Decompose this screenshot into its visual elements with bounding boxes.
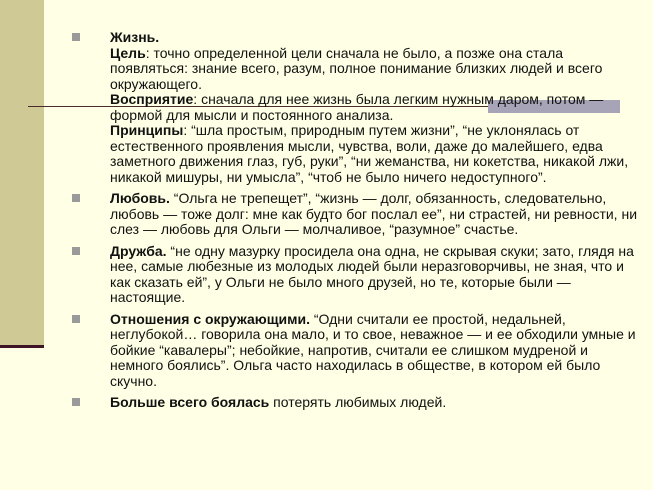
square-bullet-icon (72, 194, 80, 202)
bold-label: Отношения с окружающими. (110, 310, 310, 327)
bold-label: Цель (110, 44, 146, 61)
list-item (72, 30, 640, 185)
body-text: : “шла простым, природным путем жизни”, “не уклонялась от естественного проявления мысли, чувства, воли, даже до малейшего, едва заметного движения глаз, губ, руки”, “ни жеманства, ни кокетства, никакой лжи, никакой мишуры, ни умысла”, “чтоб не было ничего недоступного”. (110, 122, 629, 185)
square-bullet-icon (72, 247, 80, 255)
list-item-text (110, 244, 640, 306)
list-item (72, 395, 640, 411)
square-bullet-icon (72, 33, 80, 41)
body-text: “не одну мазурку просидела она одна, не скрывая скуки; зато, глядя на нее, самые любезные из молодых людей были неразговорчивы, не зная, что и как сказать ей”, у Ольги не было много друзей, но те, которые были — настоящие. (110, 242, 634, 305)
bold-label: Принципы (110, 122, 184, 138)
square-bullet-icon (72, 315, 80, 323)
slide-content (72, 30, 640, 417)
list-item (72, 312, 640, 390)
list-item-text (110, 395, 640, 411)
body-text: : сначала для нее жизнь была легким нужным даром, потом — формой для мысли и постоянного анализа. (110, 91, 604, 123)
list-item-text (110, 30, 640, 185)
bold-label: Больше всего боялась (110, 394, 270, 410)
body-text: : точно определенной цели сначала не было, а позже она стала появляться: знание всего, разум, полное понимание близких людей и всего окружающего. (110, 44, 603, 92)
list-item-text (110, 312, 640, 390)
list-item-text (110, 191, 640, 238)
body-text: “Ольга не трепещет”, “жизнь — долг, обязанность, следовательно, любовь — тоже долг: мне как будто бог послал ее”, ни страстей, ни ревности, ни слез — любовь для Ольги — молчаливое, “разумное” счастье. (110, 190, 638, 237)
square-bullet-icon (72, 398, 80, 406)
list-item (72, 191, 640, 238)
side-decor-rule (0, 345, 44, 348)
bold-label: Восприятие (110, 91, 194, 107)
side-decor-band (0, 0, 44, 346)
body-text: “Одни считали ее простой, недальней, неглубокой… говорила она мало, и то свое, неважное — и ее обходили умные и бойкие “кавалеры”; небойкие, напротив, считали ее слишком мудреной и немного боялись”. Ольга часто находилась в обществе, в котором ей было скучно. (110, 310, 636, 389)
bold-label: Любовь. (110, 190, 170, 206)
bold-label: Дружба. (110, 242, 167, 259)
bold-label: Жизнь. (110, 29, 160, 45)
body-text: потерять любимых людей. (269, 394, 447, 410)
list-item (72, 244, 640, 306)
